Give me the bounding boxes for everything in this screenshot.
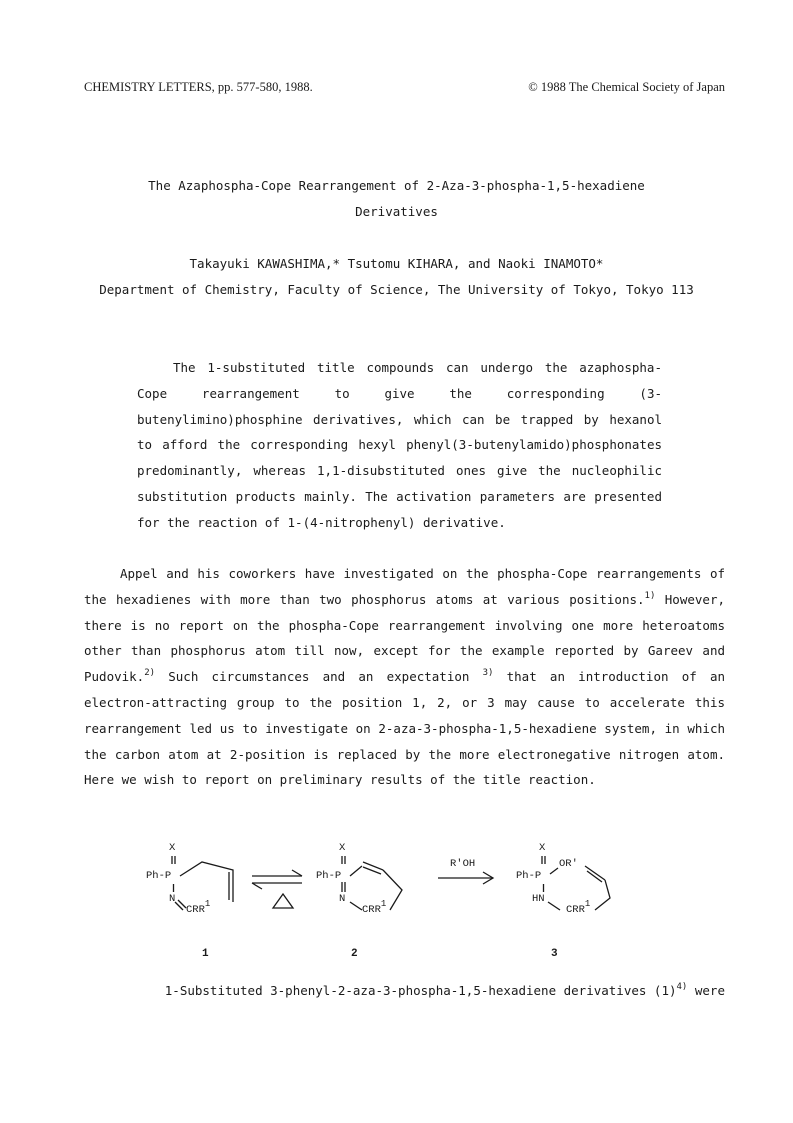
- reference-3: 3): [482, 668, 494, 679]
- page-header: [84, 80, 725, 100]
- compound-1-x: X: [169, 842, 176, 854]
- continuation-text-b: were: [687, 983, 725, 998]
- compound-2-x: X: [339, 842, 346, 854]
- compound-number-3: 3: [551, 948, 558, 960]
- author-list: Takayuki KAWASHIMA,* Tsutomu KIHARA, and Naoki INAMOTO*: [189, 256, 604, 271]
- abstract-text: The 1-substituted title compounds can undergo the azaphospha-Cope rearrangement to give the corresponding (3-butenylimino)phosphine derivatives, which can be trapped by hexanol to afford the corresponding hexyl phenyl(3-butenylamido)phosphonates predominantly, whereas 1,1-disubstituted ones give the nucleophilic substitution products mainly. The activation parameters are presented for the reaction of 1-(4-nitrophenyl) derivative.: [137, 360, 662, 530]
- journal-citation: CHEMISTRY LETTERS, pp. 577-580, 1988.: [84, 80, 313, 94]
- reaction-scheme: [140, 840, 660, 970]
- compound-number-1: 1: [202, 948, 209, 960]
- affiliation: Department of Chemistry, Faculty of Science, The University of Tokyo, Tokyo 113: [99, 282, 694, 297]
- compound-3-crr: CRR$^1$: [566, 899, 591, 916]
- compound-1-crr: CRR$^1$: [186, 899, 211, 916]
- abstract: [137, 355, 662, 536]
- continuation-text-a: 1-Substituted 3-phenyl-2-aza-3-phospha-1,5-hexadiene derivatives (1): [164, 983, 677, 998]
- paragraph-1-part-a: Appel and his coworkers have investigated on the phospha-Cope rearrangements of the hexadienes with more than two phosphorus atoms at various positions.: [84, 566, 725, 607]
- paragraph-1-part-c: Such circumstances and an expectation: [155, 669, 483, 685]
- continuation-line: [84, 983, 725, 998]
- compound-3-hn: HN: [532, 893, 545, 905]
- article-title-line-2: Derivatives: [355, 204, 438, 219]
- reference-2: 2): [144, 668, 156, 679]
- compound-1-n: N: [169, 893, 176, 905]
- compound-2-n: N: [339, 893, 346, 905]
- compound-2-ph-p: Ph-P: [316, 870, 342, 882]
- compound-number-2: 2: [351, 948, 358, 960]
- article-title-line-1: The Azaphospha-Cope Rearrangement of 2-Aza-3-phospha-1,5-hexadiene: [148, 178, 645, 193]
- compound-1-ph-p: Ph-P: [146, 870, 172, 882]
- compound-3-x: X: [539, 842, 546, 854]
- copyright-notice: © 1988 The Chemical Society of Japan: [528, 80, 725, 94]
- reagent-label: R'OH: [450, 858, 476, 870]
- paragraph-1-part-d: that an introduction of an electron-attracting group to the position 1, 2, or 3 may cause to accelerate this rearrangement led us to investigate on 2-aza-3-phospha-1,5-hexadiene system, in which the carbon atom at 2-position is replaced by the more electronegative nitrogen atom. Here we wish to report on preliminary results of the title reaction.: [84, 669, 725, 788]
- paragraph-1-part-b: However, there is no report on the phospha-Cope rearrangement involving one more heteroatoms other than phosphorus atom till now, except for the example reported by Gareev and Pudovik.: [84, 591, 725, 685]
- body-text: [84, 561, 725, 793]
- compound-3-or: OR': [559, 858, 578, 870]
- compound-3-ph-p: Ph-P: [516, 870, 542, 882]
- compound-2-crr: CRR$^1$: [362, 899, 387, 916]
- reference-4: 4): [676, 982, 688, 992]
- reference-1: 1): [644, 590, 656, 601]
- paragraph-1: [84, 561, 725, 793]
